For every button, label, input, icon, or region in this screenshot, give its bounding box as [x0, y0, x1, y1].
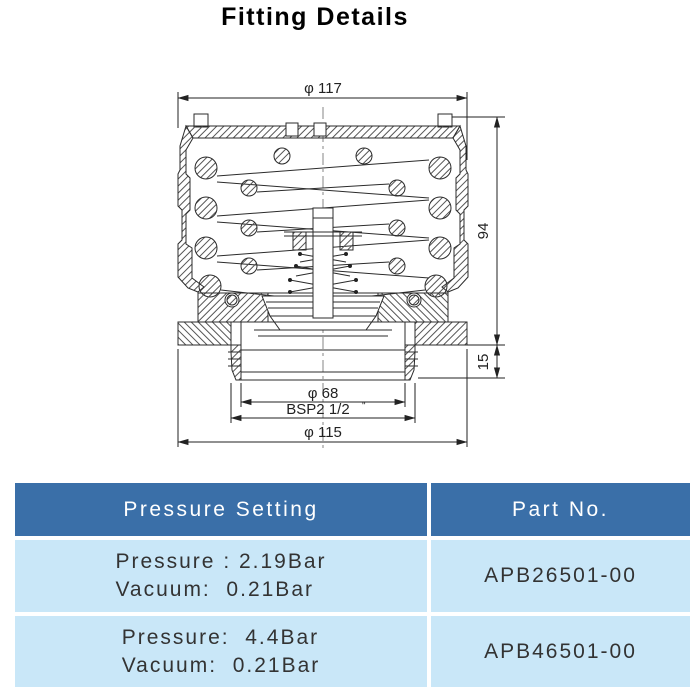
table-row-1-pressure-setting: [15, 540, 427, 612]
valve-cross-section-svg: [0, 75, 700, 470]
dim-flange-diameter: φ 115: [304, 424, 342, 441]
dim-top-diameter: φ 117: [304, 80, 342, 97]
row-1-vacuum-value: Vacuum: 0.21Bar: [115, 578, 314, 601]
col-header-pressure-setting: Pressure Setting: [15, 483, 427, 536]
spec-table: [15, 483, 690, 687]
col-header-part-no: Part No.: [431, 483, 690, 536]
dim-body-height: 94: [475, 222, 492, 240]
row-2-pressure-value: Pressure: 4.4Bar: [121, 625, 320, 649]
row-1-pressure-value: Pressure : 2.19Bar: [115, 550, 327, 573]
page-title: Fitting Details: [221, 3, 409, 31]
row-2-vacuum-value: Vacuum: 0.21Bar: [121, 653, 321, 677]
dim-bore-diameter: φ 68: [307, 385, 339, 402]
table-row-2-part-no: APB46501-00: [431, 616, 690, 687]
dim-thread-inch-mark: ": [362, 401, 366, 412]
technical-drawing: [0, 75, 700, 470]
dim-neck-height: 15: [475, 353, 492, 371]
table-row-1-part-no: APB26501-00: [431, 540, 690, 612]
dim-thread: BSP2 1/2: [286, 401, 350, 418]
table-row-2-pressure-setting: [15, 616, 427, 687]
